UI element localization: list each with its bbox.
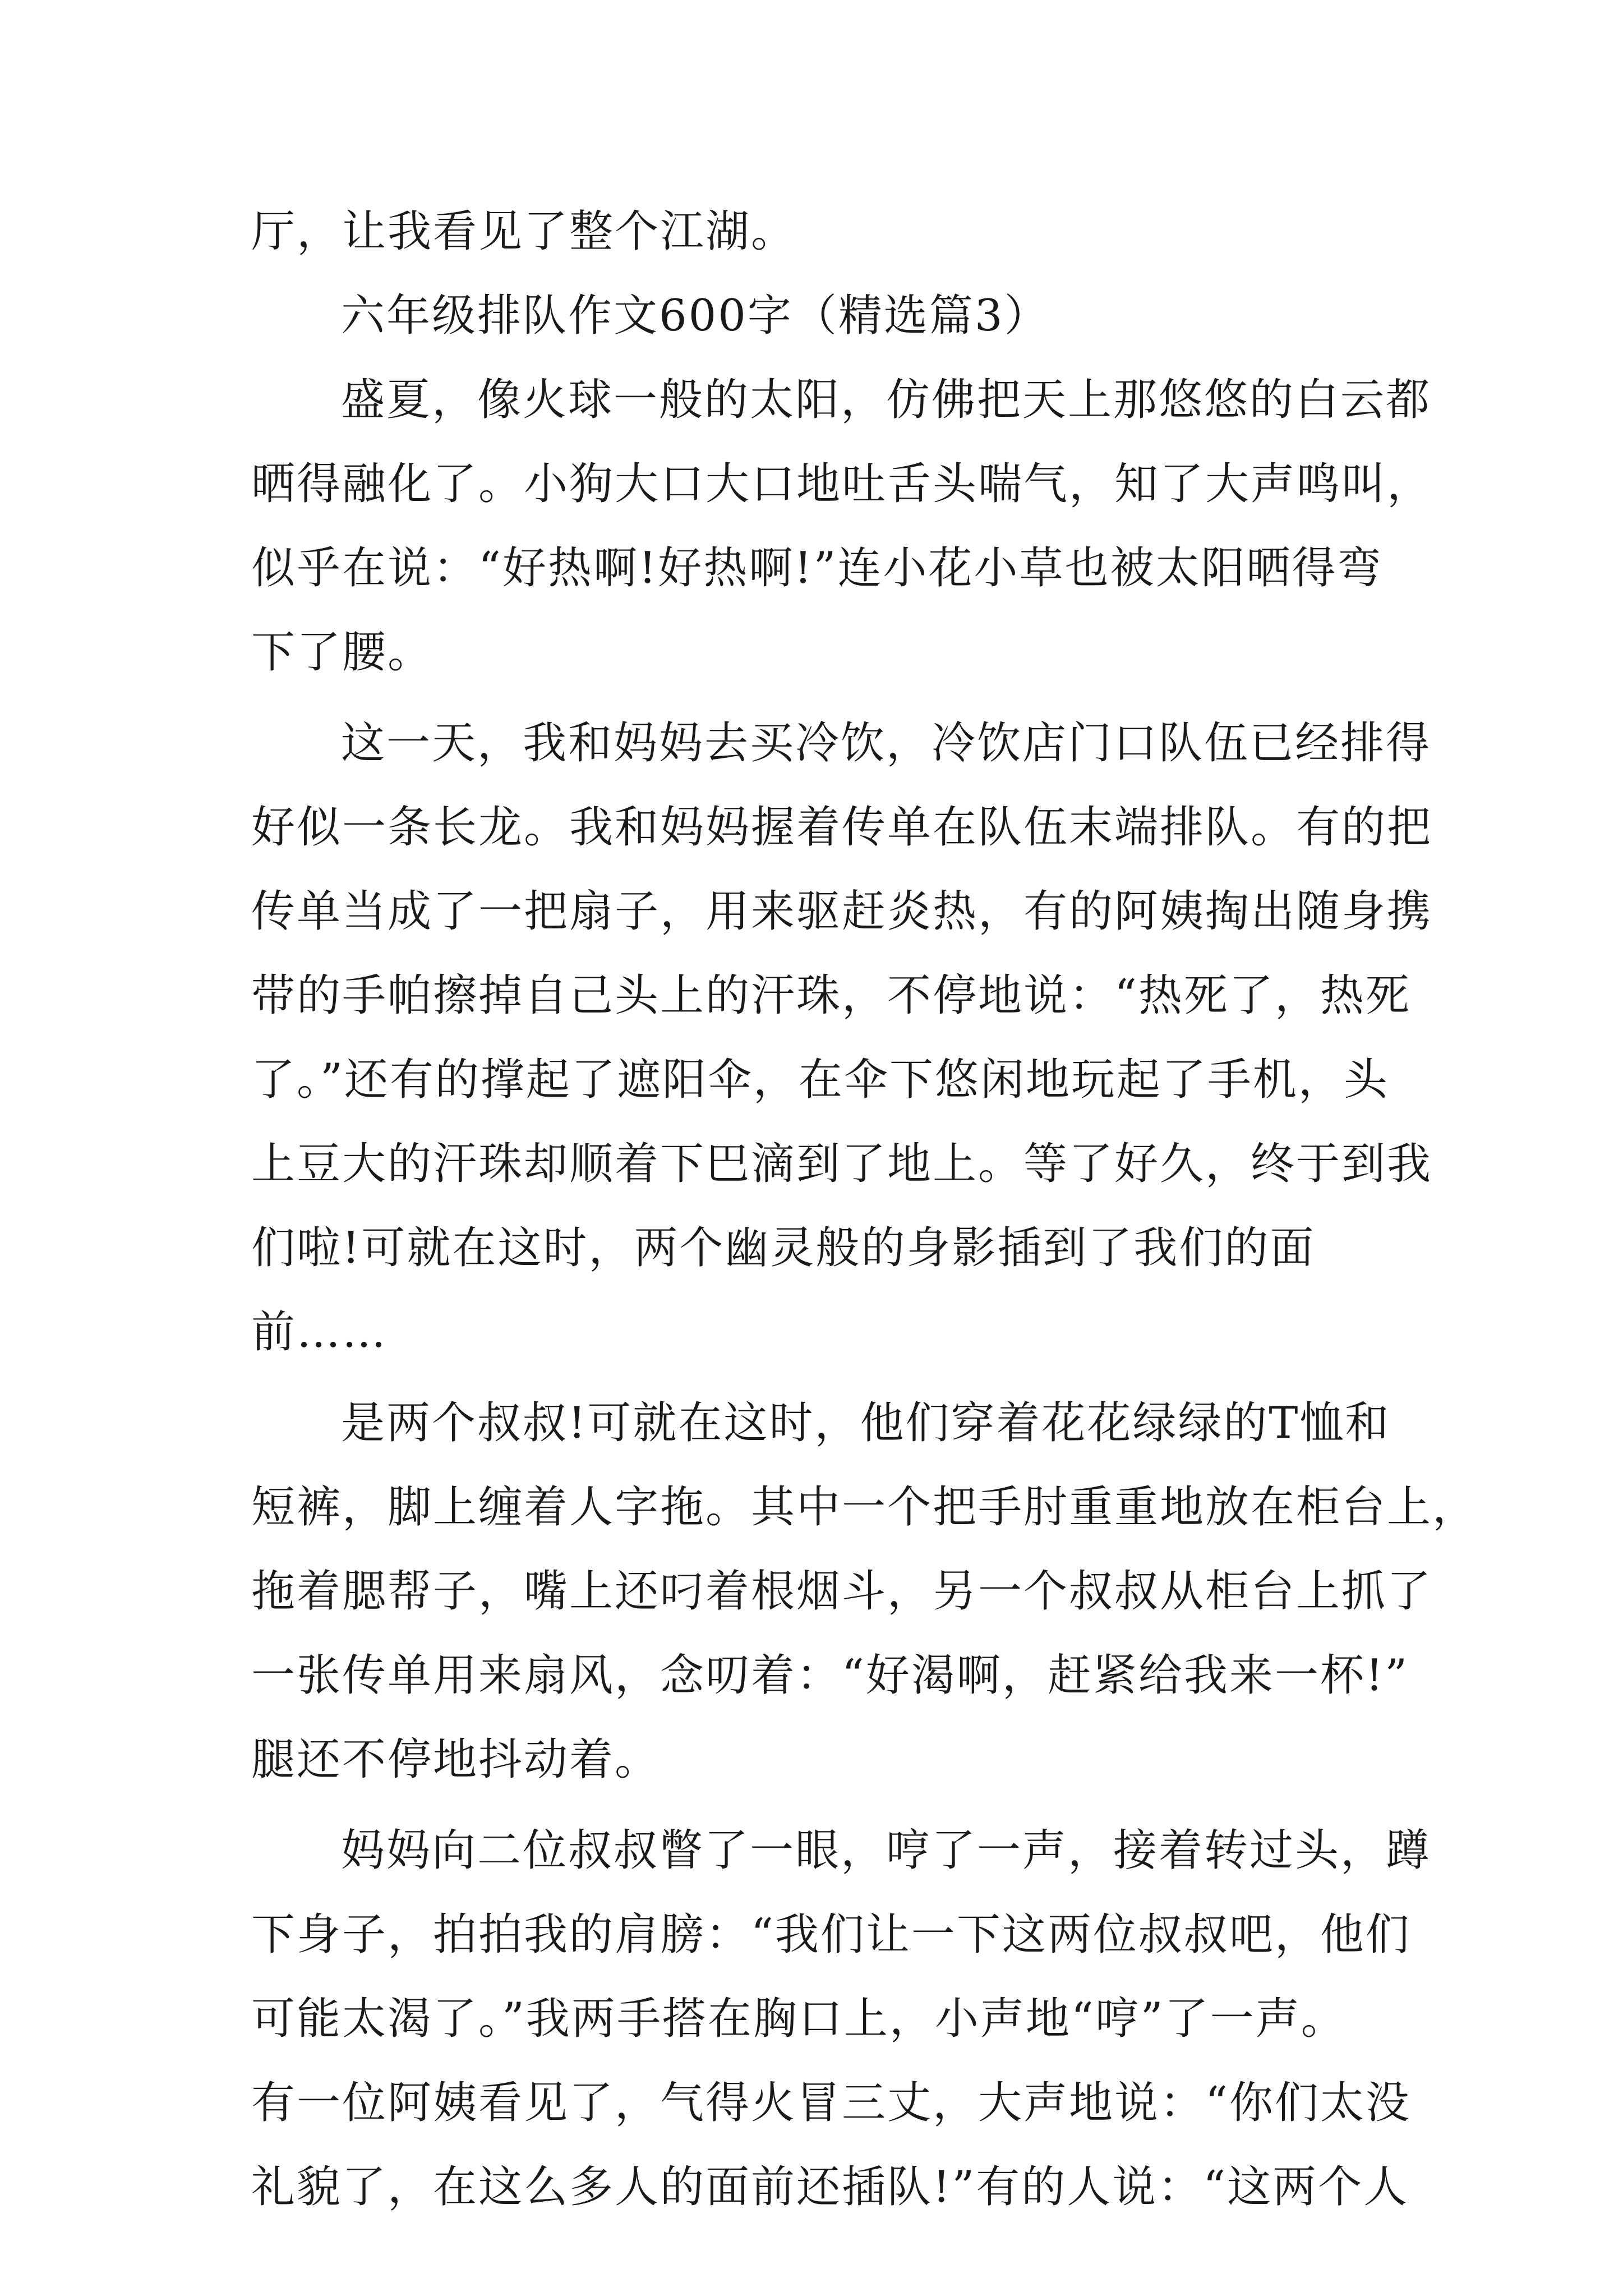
paragraph-line: 礼貌了，在这么多人的面前还插队!”有的人说：“这两个人 — [251, 2162, 1409, 2212]
paragraph-line: 下身子，拍拍我的肩膀：“我们让一下这两位叔叔吧，他们 — [251, 1910, 1411, 1960]
paragraph-line: 前…… — [251, 1307, 388, 1358]
paragraph-line: 有一位阿姨看见了，气得火冒三丈，大声地说：“你们太没 — [251, 2078, 1411, 2128]
paragraph-line: 似乎在说：“好热啊!好热啊!”连小花小草也被太阳晒得弯 — [251, 543, 1383, 593]
paragraph-line: 下了腰。 — [251, 627, 434, 678]
paragraph-line: 这一天，我和妈妈去买冷饮，冷饮店门口队伍已经排得 — [341, 718, 1432, 769]
paragraph-line: 是两个叔叔!可就在这时，他们穿着花花绿绿的T恤和 — [341, 1398, 1391, 1448]
paragraph-2 — [251, 701, 1433, 1374]
paragraph-line: 盛夏，像火球一般的太阳，仿佛把天上那悠悠的白云都 — [341, 375, 1432, 425]
paragraph-line: 带的手帕擦掉自己头上的汗珠，不停地说：“热死了，热死 — [251, 970, 1411, 1021]
paragraph-1 — [251, 358, 1433, 694]
paragraph-line: 了。”还有的撑起了遮阳伞，在伞下悠闲地玩起了手机，头 — [251, 1055, 1389, 1105]
paragraph-4 — [251, 1809, 1432, 2229]
paragraph-line: 短裤，脚上缠着人字拖。其中一个把手肘重重地放在柜台上， — [251, 1482, 1478, 1533]
section-title: 六年级排队作文600字（精选篇3） — [341, 291, 1050, 341]
paragraph-line: 传单当成了一把扇子，用来驱赶炎热，有的阿姨掏出随身携 — [251, 886, 1433, 937]
paragraph-line: 好似一条长龙。我和妈妈握着传单在队伍末端排队。有的把 — [251, 802, 1433, 853]
paragraph-line: 可能太渴了。”我两手搭在胸口上，小声地“哼”了一声。 — [251, 1994, 1347, 2044]
paragraph-line: 拖着腮帮子，嘴上还叼着根烟斗，另一个叔叔从柜台上抓了 — [251, 1566, 1433, 1617]
paragraph-line: 晒得融化了。小狗大口大口地吐舌头喘气，知了大声鸣叫， — [251, 459, 1433, 509]
continuation-line: 厅，让我看见了整个江湖。 — [251, 206, 797, 257]
paragraph-line: 上豆大的汗珠却顺着下巴滴到了地上。等了好久，终于到我 — [251, 1139, 1433, 1189]
paragraph-line: 腿还不停地抖动着。 — [251, 1734, 661, 1785]
document-body — [251, 190, 1478, 2229]
paragraph-line: 们啦!可就在这时，两个幽灵般的身影插到了我们的面 — [251, 1223, 1316, 1273]
paragraph-line: 一张传单用来扇风，念叨着：“好渴啊，赶紧给我来一杯!” — [251, 1650, 1409, 1701]
paragraph-3 — [251, 1381, 1478, 1802]
paragraph-line: 妈妈向二位叔叔瞥了一眼，哼了一声，接着转过头，蹲 — [341, 1825, 1432, 1876]
